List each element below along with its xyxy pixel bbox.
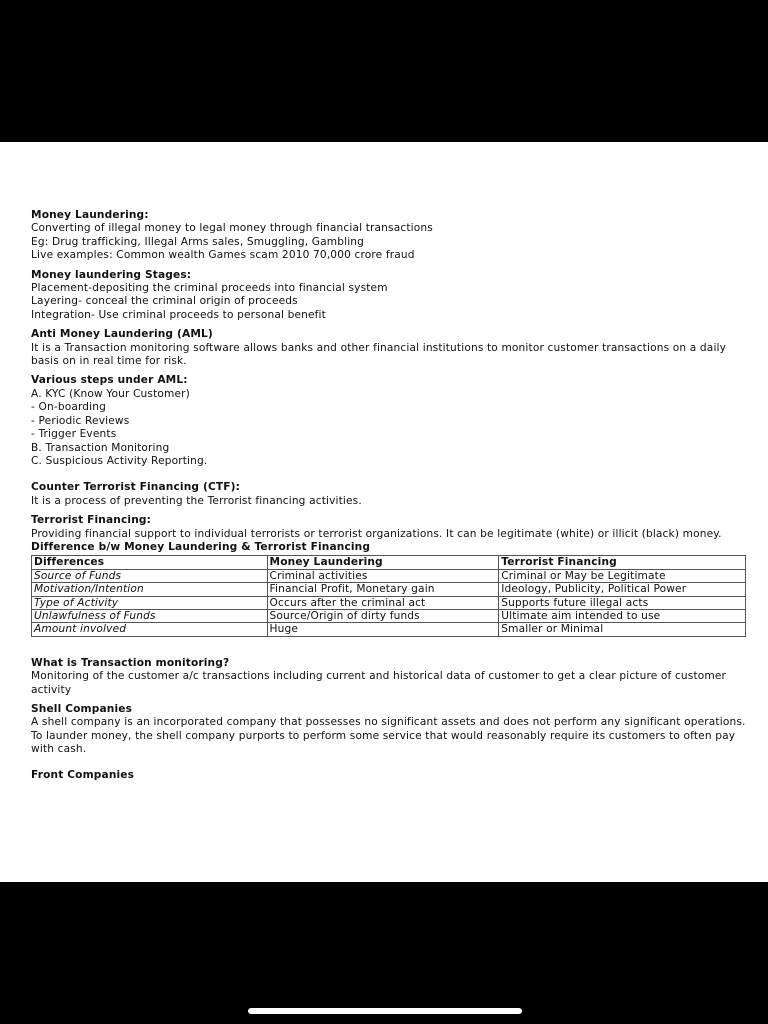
text-line: Layering- conceal the criminal origin of proceeds [31,295,298,308]
table-cell: Ideology, Publicity, Political Power [499,583,746,596]
table-cell: Huge [267,623,499,636]
table-row [32,609,746,622]
table-caption: Difference b/w Money Laundering & Terrorist Financing [31,540,371,553]
table-cell: Financial Profit, Monetary gain [267,583,499,596]
table-cell: Criminal or May be Legitimate [499,569,746,582]
list-item: - Periodic Reviews [31,414,130,427]
text-line: Converting of illegal money to legal money through financial transactions [31,222,433,235]
document-page [0,142,768,882]
table-row [32,596,746,609]
paragraph: A shell company is an incorporated company that possesses no significant assets and does not perform any significant operations. To launder money, the shell company purports to perform some service that would reasonably require its customers to often pay with cash. [31,716,746,756]
text-line: Placement-depositing the criminal proceeds into financial system [31,282,388,295]
list-item: C. Suspicious Activity Reporting. [31,454,208,467]
section-heading: Terrorist Financing: [31,514,152,527]
table-cell: Smaller or Minimal [499,623,746,636]
table-cell: Ultimate aim intended to use [499,609,746,622]
section-heading: Anti Money Laundering (AML) [31,328,213,341]
section-ctf [31,481,746,508]
list-item: A. KYC (Know Your Customer) [31,387,190,400]
paragraph: It is a Transaction monitoring software allows banks and other financial institutions to monitor customer transactions on a daily basis on in real time for risk. [31,341,727,368]
section-heading: Various steps under AML: [31,374,188,387]
section-ml-stages [31,269,746,323]
section-front-companies [31,769,746,782]
section-shell-companies [31,703,746,757]
section-heading: What is Transaction monitoring? [31,656,230,669]
section-transaction-monitoring [31,657,746,697]
text-line: Integration- Use criminal proceeds to personal benefit [31,308,326,321]
table-cell: Supports future illegal acts [499,596,746,609]
table-cell: Source/Origin of dirty funds [267,609,499,622]
text-line: Eg: Drug trafficking, Illegal Arms sales, Smuggling, Gambling [31,235,365,248]
bottom-black-bar [0,882,768,1024]
document-content [31,209,746,788]
section-heading: Shell Companies [31,703,133,715]
row-label: Motivation/Intention [32,583,268,596]
list-item: - Trigger Events [31,428,117,441]
section-money-laundering [31,209,746,263]
row-label: Unlawfulness of Funds [32,609,268,622]
top-black-bar [0,0,768,142]
column-header: Money Laundering [267,556,499,569]
row-label: Amount involved [32,623,268,636]
section-terrorist-financing [31,514,746,554]
row-label: Type of Activity [32,596,268,609]
table-cell: Occurs after the criminal act [267,596,499,609]
section-heading: Money Laundering: [31,209,149,221]
table-row [32,623,746,636]
table-cell: Criminal activities [267,569,499,582]
section-heading: Money laundering Stages: [31,268,192,281]
paragraph: Monitoring of the customer a/c transactions including current and historical data of customer to get a clear picture of customer activity [31,670,727,696]
column-header: Terrorist Financing [499,556,746,569]
section-aml [31,328,746,368]
home-indicator[interactable] [248,1008,522,1014]
table-header-row [32,556,746,569]
list-item: B. Transaction Monitoring [31,441,170,454]
table-row [32,583,746,596]
list-item: - On-boarding [31,401,106,414]
table-row [32,569,746,582]
section-aml-steps [31,374,746,468]
paragraph: Providing financial support to individual terrorists or terrorist organizations. It can be legitimate (white) or illicit (black) money. [31,527,722,540]
column-header: Differences [32,556,268,569]
text-line: Live examples: Common wealth Games scam 2010 70,000 crore fraud [31,249,415,262]
difference-table [31,555,746,636]
section-heading: Counter Terrorist Financing (CTF): [31,481,241,494]
section-heading: Front Companies [31,768,135,781]
paragraph: It is a process of preventing the Terrorist financing activities. [31,494,362,507]
row-label: Source of Funds [32,569,268,582]
